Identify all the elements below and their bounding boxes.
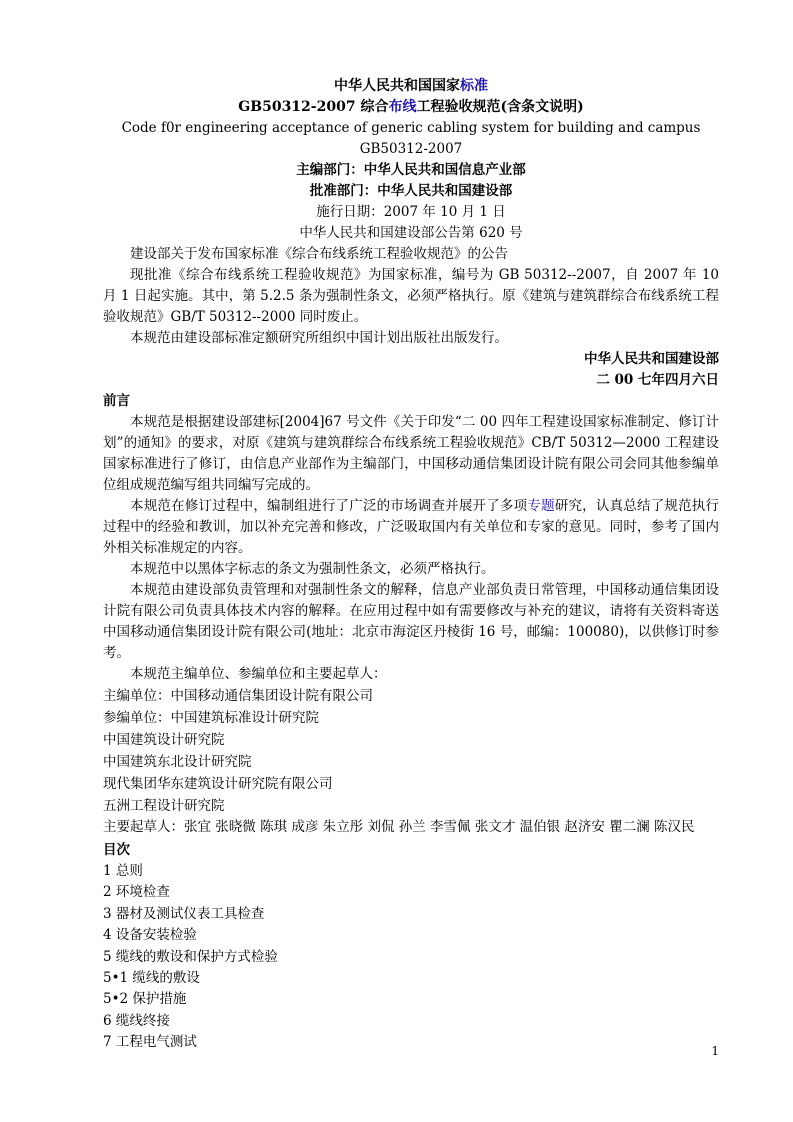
toc-item[interactable]: 1 总则 — [103, 863, 143, 879]
chief-unit: 主编单位：中国移动通信集团设计院有限公司 — [103, 688, 373, 704]
announcement-number: 中华人民共和国建设部公告第 620 号 — [299, 225, 523, 241]
toc-item[interactable]: 4 设备安装检验 — [103, 927, 197, 944]
preface-paragraph-2-suffix: 研究，认真总结了规范执行过程中的经验和教训，加以补充完善和修改，广泛吸取国内有关单位和专家的意见。同时，参考了国内外相关标准规定的内容。 — [103, 498, 720, 556]
topic-link[interactable]: 专题 — [527, 498, 555, 514]
signer: 中华人民共和国建设部 — [584, 351, 719, 367]
preface-paragraph-2-prefix: 本规范在修订过程中，编制组进行了广泛的市场调查并展开了多项 — [130, 498, 528, 514]
toc-item[interactable]: 3 器材及测试仪表工具检查 — [103, 905, 265, 922]
main-drafters: 主要起草人：张宜 张晓微 陈琪 成彦 朱立彤 刘侃 孙兰 李雪佩 张文才 温伯银 赵济安 瞿二澜 陈汉民 — [103, 819, 695, 835]
preface-paragraph-2 — [103, 496, 719, 559]
toc-item[interactable]: 5 缆线的敷设和保护方式检验 — [103, 948, 278, 965]
toc-item[interactable]: 5•1 缆线的敷设 — [103, 970, 200, 987]
announcement-heading: 建设部关于发布国家标准《综合布线系统工程验收规范》的公告 — [130, 246, 508, 262]
announcement-paragraph-2: 本规范由建设部标准定额研究所组织中国计划出版社出版发行。 — [130, 330, 508, 346]
document-body — [103, 76, 719, 1054]
standard-title — [103, 76, 719, 97]
code-title — [103, 97, 719, 118]
preface-paragraph-5: 本规范主编单位、参编单位和主要起草人： — [130, 666, 387, 682]
preface-paragraph-3: 本规范中以黑体字标志的条文为强制性条文，必须严格执行。 — [130, 561, 495, 577]
toc-item[interactable]: 7 工程电气测试 — [103, 1034, 197, 1051]
effective-date: 施行日期：2007 年 10 月 1 日 — [316, 204, 506, 220]
participating-unit: 中国建筑设计研究院 — [103, 732, 225, 748]
participating-unit: 中国建筑东北设计研究院 — [103, 754, 252, 770]
preface-heading: 前言 — [103, 393, 130, 409]
toc-item[interactable]: 6 缆线终接 — [103, 1012, 170, 1029]
code-title-suffix: 工程验收规范(含条文说明) — [416, 99, 584, 115]
toc-item[interactable]: 2 环境检查 — [103, 884, 170, 901]
participating-unit: 现代集团华东建筑设计研究院有限公司 — [103, 776, 333, 792]
approval-department: 批准部门：中华人民共和国建设部 — [309, 183, 513, 199]
code-title-prefix: GB50312-2007 综合 — [238, 99, 389, 115]
standard-link[interactable]: 标准 — [460, 78, 488, 94]
preface-paragraph-1: 本规范是根据建设部建标[2004]67 号文件《关于印发“二 00 四年工程建设国家标准制定、修订计划”的通知》的要求，对原《建筑与建筑群综合布线系统工程验收规范》CB/T 50312—2000 工程建设国家标准进行了修订，由信息产业部作为主编部门，中国移动通信集团设计院有限公司会同其他参编单位组成规范编写组共同编写完成的。 — [103, 414, 719, 493]
standard-code: GB50312-2007 — [359, 141, 463, 157]
chief-department: 主编部门：中华人民共和国信息产业部 — [296, 162, 526, 178]
sign-date: 二 00 七年四月六日 — [596, 372, 719, 388]
preface-paragraph-4: 本规范由建设部负责管理和对强制性条文的解释，信息产业部负责日常管理，中国移动通信集团设计院有限公司负责具体技术内容的解释。在应用过程中如有需要修改与补充的建议，请将有关资料寄送中国移动通信集团设计院有限公司(地址：北京市海淀区丹棱街 16 号，邮编：100080)，以供修订时参考。 — [103, 582, 719, 661]
participating-unit: 五洲工程设计研究院 — [103, 798, 225, 814]
english-title: Code f0r engineering acceptance of generic cabling system for building and campus — [121, 120, 701, 136]
participating-unit: 参编单位：中国建筑标准设计研究院 — [103, 710, 319, 726]
page-number: 1 — [711, 1044, 719, 1058]
toc-item[interactable]: 5•2 保护措施 — [103, 991, 187, 1008]
cabling-link[interactable]: 布线 — [388, 99, 417, 115]
toc-heading: 目次 — [103, 842, 130, 858]
standard-title-text: 中华人民共和国国家 — [334, 78, 460, 94]
announcement-paragraph-1: 现批准《综合布线系统工程验收规范》为国家标准，编号为 GB 50312--2007，自 2007 年 10 月 1 日起实施。其中，第 5.2.5 条为强制性条文，必须严格执行。原《建筑与建筑群综合布线系统工程验收规范》GB/T 50312--2000 同时废止。 — [103, 267, 719, 325]
